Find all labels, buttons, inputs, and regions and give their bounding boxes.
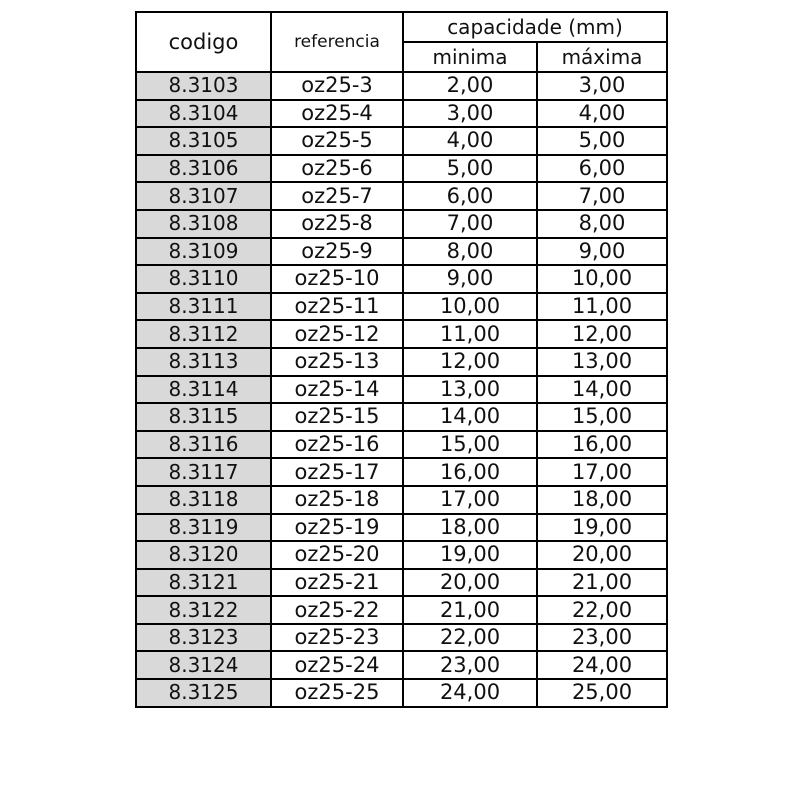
cell-maxima: 3,00 <box>537 72 667 100</box>
cell-maxima: 23,00 <box>537 624 667 652</box>
cell-minima: 13,00 <box>403 376 537 404</box>
table-row <box>136 541 667 569</box>
cell-codigo: 8.3117 <box>136 458 271 486</box>
cell-codigo: 8.3108 <box>136 210 271 238</box>
cell-maxima: 19,00 <box>537 514 667 542</box>
table-row <box>136 100 667 128</box>
table-row <box>136 238 667 266</box>
cell-minima: 21,00 <box>403 596 537 624</box>
table-row <box>136 486 667 514</box>
cell-codigo: 8.3122 <box>136 596 271 624</box>
cell-minima: 17,00 <box>403 486 537 514</box>
header-minima: minima <box>403 42 537 72</box>
cell-maxima: 7,00 <box>537 182 667 210</box>
cell-minima: 19,00 <box>403 541 537 569</box>
table-row <box>136 596 667 624</box>
cell-minima: 2,00 <box>403 72 537 100</box>
cell-maxima: 16,00 <box>537 431 667 459</box>
cell-minima: 4,00 <box>403 127 537 155</box>
table-row <box>136 403 667 431</box>
cell-referencia: oz25-17 <box>271 458 403 486</box>
cell-codigo: 8.3103 <box>136 72 271 100</box>
cell-minima: 5,00 <box>403 155 537 183</box>
cell-codigo: 8.3116 <box>136 431 271 459</box>
cell-referencia: oz25-15 <box>271 403 403 431</box>
cell-codigo: 8.3115 <box>136 403 271 431</box>
cell-referencia: oz25-9 <box>271 238 403 266</box>
cell-maxima: 20,00 <box>537 541 667 569</box>
cell-codigo: 8.3120 <box>136 541 271 569</box>
cell-codigo: 8.3106 <box>136 155 271 183</box>
cell-referencia: oz25-3 <box>271 72 403 100</box>
table-header <box>136 12 667 72</box>
cell-minima: 18,00 <box>403 514 537 542</box>
cell-referencia: oz25-5 <box>271 127 403 155</box>
table-row <box>136 210 667 238</box>
cell-codigo: 8.3114 <box>136 376 271 404</box>
cell-codigo: 8.3111 <box>136 293 271 321</box>
table-row <box>136 569 667 597</box>
cell-codigo: 8.3124 <box>136 651 271 679</box>
cell-maxima: 11,00 <box>537 293 667 321</box>
cell-maxima: 6,00 <box>537 155 667 183</box>
cell-minima: 16,00 <box>403 458 537 486</box>
cell-referencia: oz25-6 <box>271 155 403 183</box>
cell-referencia: oz25-16 <box>271 431 403 459</box>
cell-codigo: 8.3119 <box>136 514 271 542</box>
table-row <box>136 155 667 183</box>
cell-minima: 15,00 <box>403 431 537 459</box>
table-row <box>136 348 667 376</box>
cell-minima: 22,00 <box>403 624 537 652</box>
table-row <box>136 624 667 652</box>
cell-referencia: oz25-14 <box>271 376 403 404</box>
cell-codigo: 8.3109 <box>136 238 271 266</box>
cell-maxima: 9,00 <box>537 238 667 266</box>
cell-maxima: 10,00 <box>537 265 667 293</box>
cell-referencia: oz25-24 <box>271 651 403 679</box>
cell-maxima: 18,00 <box>537 486 667 514</box>
header-codigo: codigo <box>136 12 271 72</box>
table-row <box>136 127 667 155</box>
cell-codigo: 8.3125 <box>136 679 271 707</box>
cell-maxima: 17,00 <box>537 458 667 486</box>
cell-minima: 3,00 <box>403 100 537 128</box>
cell-referencia: oz25-11 <box>271 293 403 321</box>
header-capacidad: capacidade (mm) <box>403 12 667 42</box>
table-row <box>136 458 667 486</box>
cell-referencia: oz25-19 <box>271 514 403 542</box>
cell-maxima: 14,00 <box>537 376 667 404</box>
cell-codigo: 8.3110 <box>136 265 271 293</box>
cell-minima: 12,00 <box>403 348 537 376</box>
cell-codigo: 8.3113 <box>136 348 271 376</box>
cell-maxima: 24,00 <box>537 651 667 679</box>
cell-codigo: 8.3123 <box>136 624 271 652</box>
cell-codigo: 8.3105 <box>136 127 271 155</box>
cell-minima: 10,00 <box>403 293 537 321</box>
cell-referencia: oz25-4 <box>271 100 403 128</box>
cell-maxima: 5,00 <box>537 127 667 155</box>
table-body <box>136 72 667 707</box>
table-row <box>136 514 667 542</box>
cell-minima: 24,00 <box>403 679 537 707</box>
header-row-top <box>136 12 667 42</box>
cell-codigo: 8.3118 <box>136 486 271 514</box>
cell-referencia: oz25-21 <box>271 569 403 597</box>
cell-referencia: oz25-10 <box>271 265 403 293</box>
table-row <box>136 182 667 210</box>
cell-codigo: 8.3104 <box>136 100 271 128</box>
cell-minima: 14,00 <box>403 403 537 431</box>
header-maxima: máxima <box>537 42 667 72</box>
cell-maxima: 4,00 <box>537 100 667 128</box>
cell-referencia: oz25-22 <box>271 596 403 624</box>
cell-codigo: 8.3107 <box>136 182 271 210</box>
cell-maxima: 12,00 <box>537 320 667 348</box>
header-referencia: referencia <box>271 12 403 72</box>
cell-maxima: 8,00 <box>537 210 667 238</box>
capacity-table <box>135 11 668 708</box>
table-row <box>136 265 667 293</box>
cell-minima: 6,00 <box>403 182 537 210</box>
cell-referencia: oz25-23 <box>271 624 403 652</box>
cell-minima: 23,00 <box>403 651 537 679</box>
cell-minima: 20,00 <box>403 569 537 597</box>
cell-referencia: oz25-7 <box>271 182 403 210</box>
table-row <box>136 293 667 321</box>
cell-minima: 11,00 <box>403 320 537 348</box>
cell-codigo: 8.3112 <box>136 320 271 348</box>
cell-maxima: 22,00 <box>537 596 667 624</box>
table-row <box>136 651 667 679</box>
table-row <box>136 431 667 459</box>
cell-maxima: 13,00 <box>537 348 667 376</box>
table-row <box>136 376 667 404</box>
cell-maxima: 25,00 <box>537 679 667 707</box>
cell-minima: 8,00 <box>403 238 537 266</box>
cell-referencia: oz25-20 <box>271 541 403 569</box>
cell-minima: 9,00 <box>403 265 537 293</box>
cell-codigo: 8.3121 <box>136 569 271 597</box>
cell-minima: 7,00 <box>403 210 537 238</box>
cell-referencia: oz25-25 <box>271 679 403 707</box>
table-row <box>136 72 667 100</box>
cell-referencia: oz25-12 <box>271 320 403 348</box>
table-row <box>136 320 667 348</box>
cell-referencia: oz25-18 <box>271 486 403 514</box>
table-row <box>136 679 667 707</box>
cell-maxima: 21,00 <box>537 569 667 597</box>
cell-referencia: oz25-13 <box>271 348 403 376</box>
cell-referencia: oz25-8 <box>271 210 403 238</box>
cell-maxima: 15,00 <box>537 403 667 431</box>
